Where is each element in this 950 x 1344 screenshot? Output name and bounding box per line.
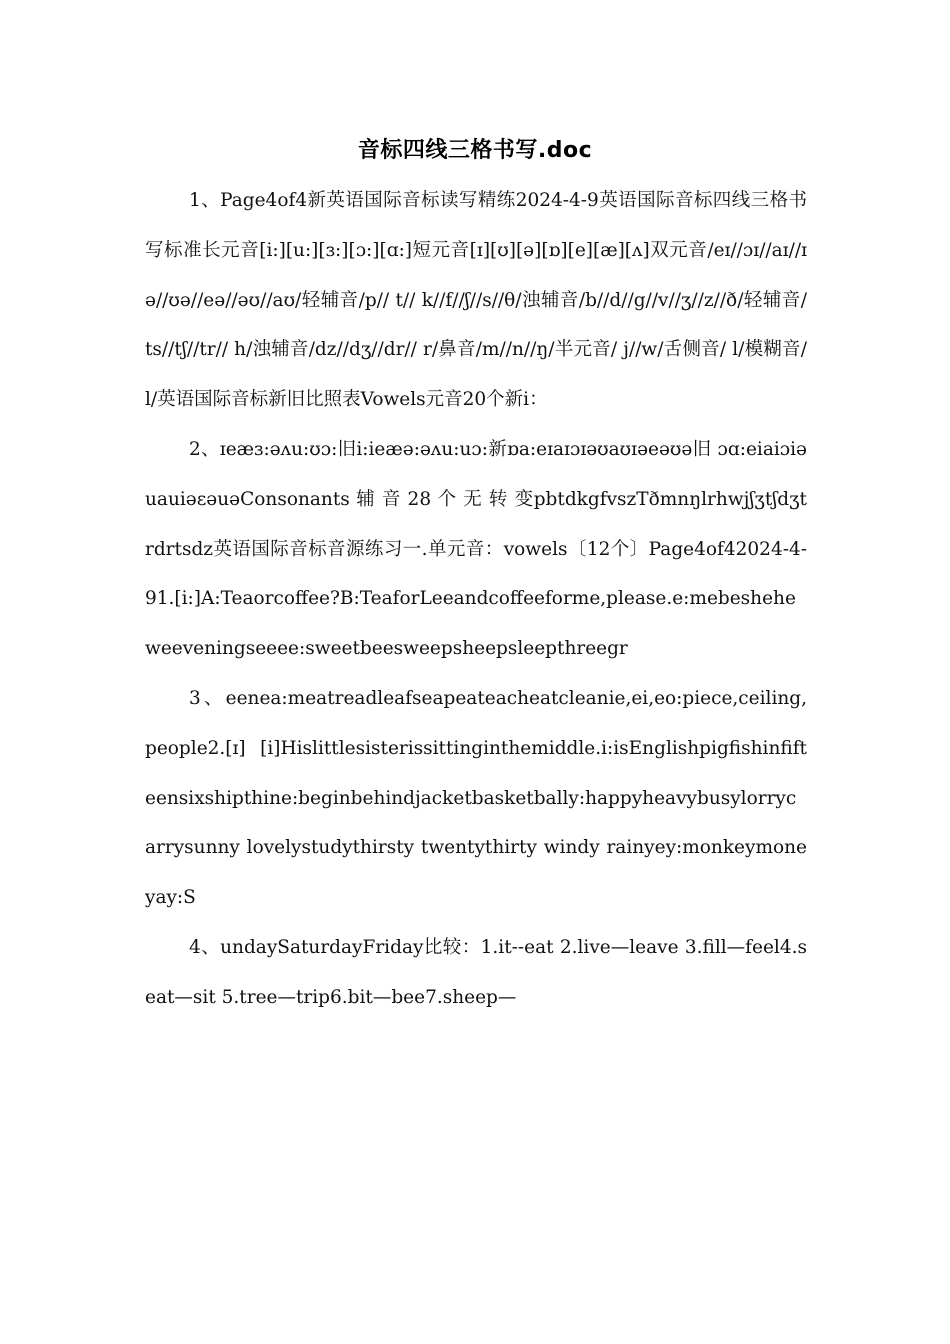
paragraph-1: 1、Page4of4新英语国际音标读写精练2024-4-9英语国际音标四线三格书写标准长元音[i:][u:][ɜ:][ɔ:][ɑ:]短元音[ɪ][ʊ][ə][ɒ][e][æ][ʌ]双元音/eɪ//ɔɪ//aɪ//ɪə//ʊə//eə//əʊ//aʊ/轻辅音/p// t// k//f//ʃ//s//θ/浊辅音/b//d//g//v//ʒ//z//ð/轻辅音/ts//tʃ//tr// h/浊辅音/dz//dʒ//dr// r/鼻音/m//n//ŋ/半元音/ j//w/舌侧音/ l/模糊音/ l/英语国际音标新旧比照表Vowels元音20个新i： xyxy=(145,190,807,411)
document-body xyxy=(145,176,807,1023)
document-title: 音标四线三格书写.doc xyxy=(357,138,593,163)
paragraph-3: 3、eenea:meatreadleafseapeateacheatcleanie,ei,eo:piece,ceiling,people2.[ɪ] [i]Hislittlesisterissittinginthemiddle.i:isEnglishpigfishinfifteensixshipthine:beginbehindjacketbasketbally:happyheavybusylorrycarrysunny lovelystudythirsty twentythirty windy rainyey:monkeymoneyay:S xyxy=(145,687,807,909)
paragraph-2: 2、ɪeæɜ:əʌu:ʊɔ:旧i:ieæə:əʌu:uɔ:新ɒa:eɪaɪɔɪəʊaʊɪəeəʊə旧 ɔɑ:eiaiɔiəuauiəεəuəConsonants 辅 音 28 个 无 转 变pbtdkgfvszTðmnŋlrhwjʃʒtʃdʒtrdrtsdz英语国际音标音源练习一.单元音：vowels〔12个〕Page4of42024-4-91.[i:]A:Teaorcoffee?B:TeaforLeeandcoffeeforme,please.e:mebesheheweeveningseeee:sweetbeesweepsheepsleepthreegr xyxy=(145,438,807,660)
paragraph-4: 4、undaySaturdayFriday比较：1.it--eat 2.live—leave 3.fill—feel4.seat—sit 5.tree—trip6.bit—bee7.sheep— xyxy=(145,936,807,1008)
